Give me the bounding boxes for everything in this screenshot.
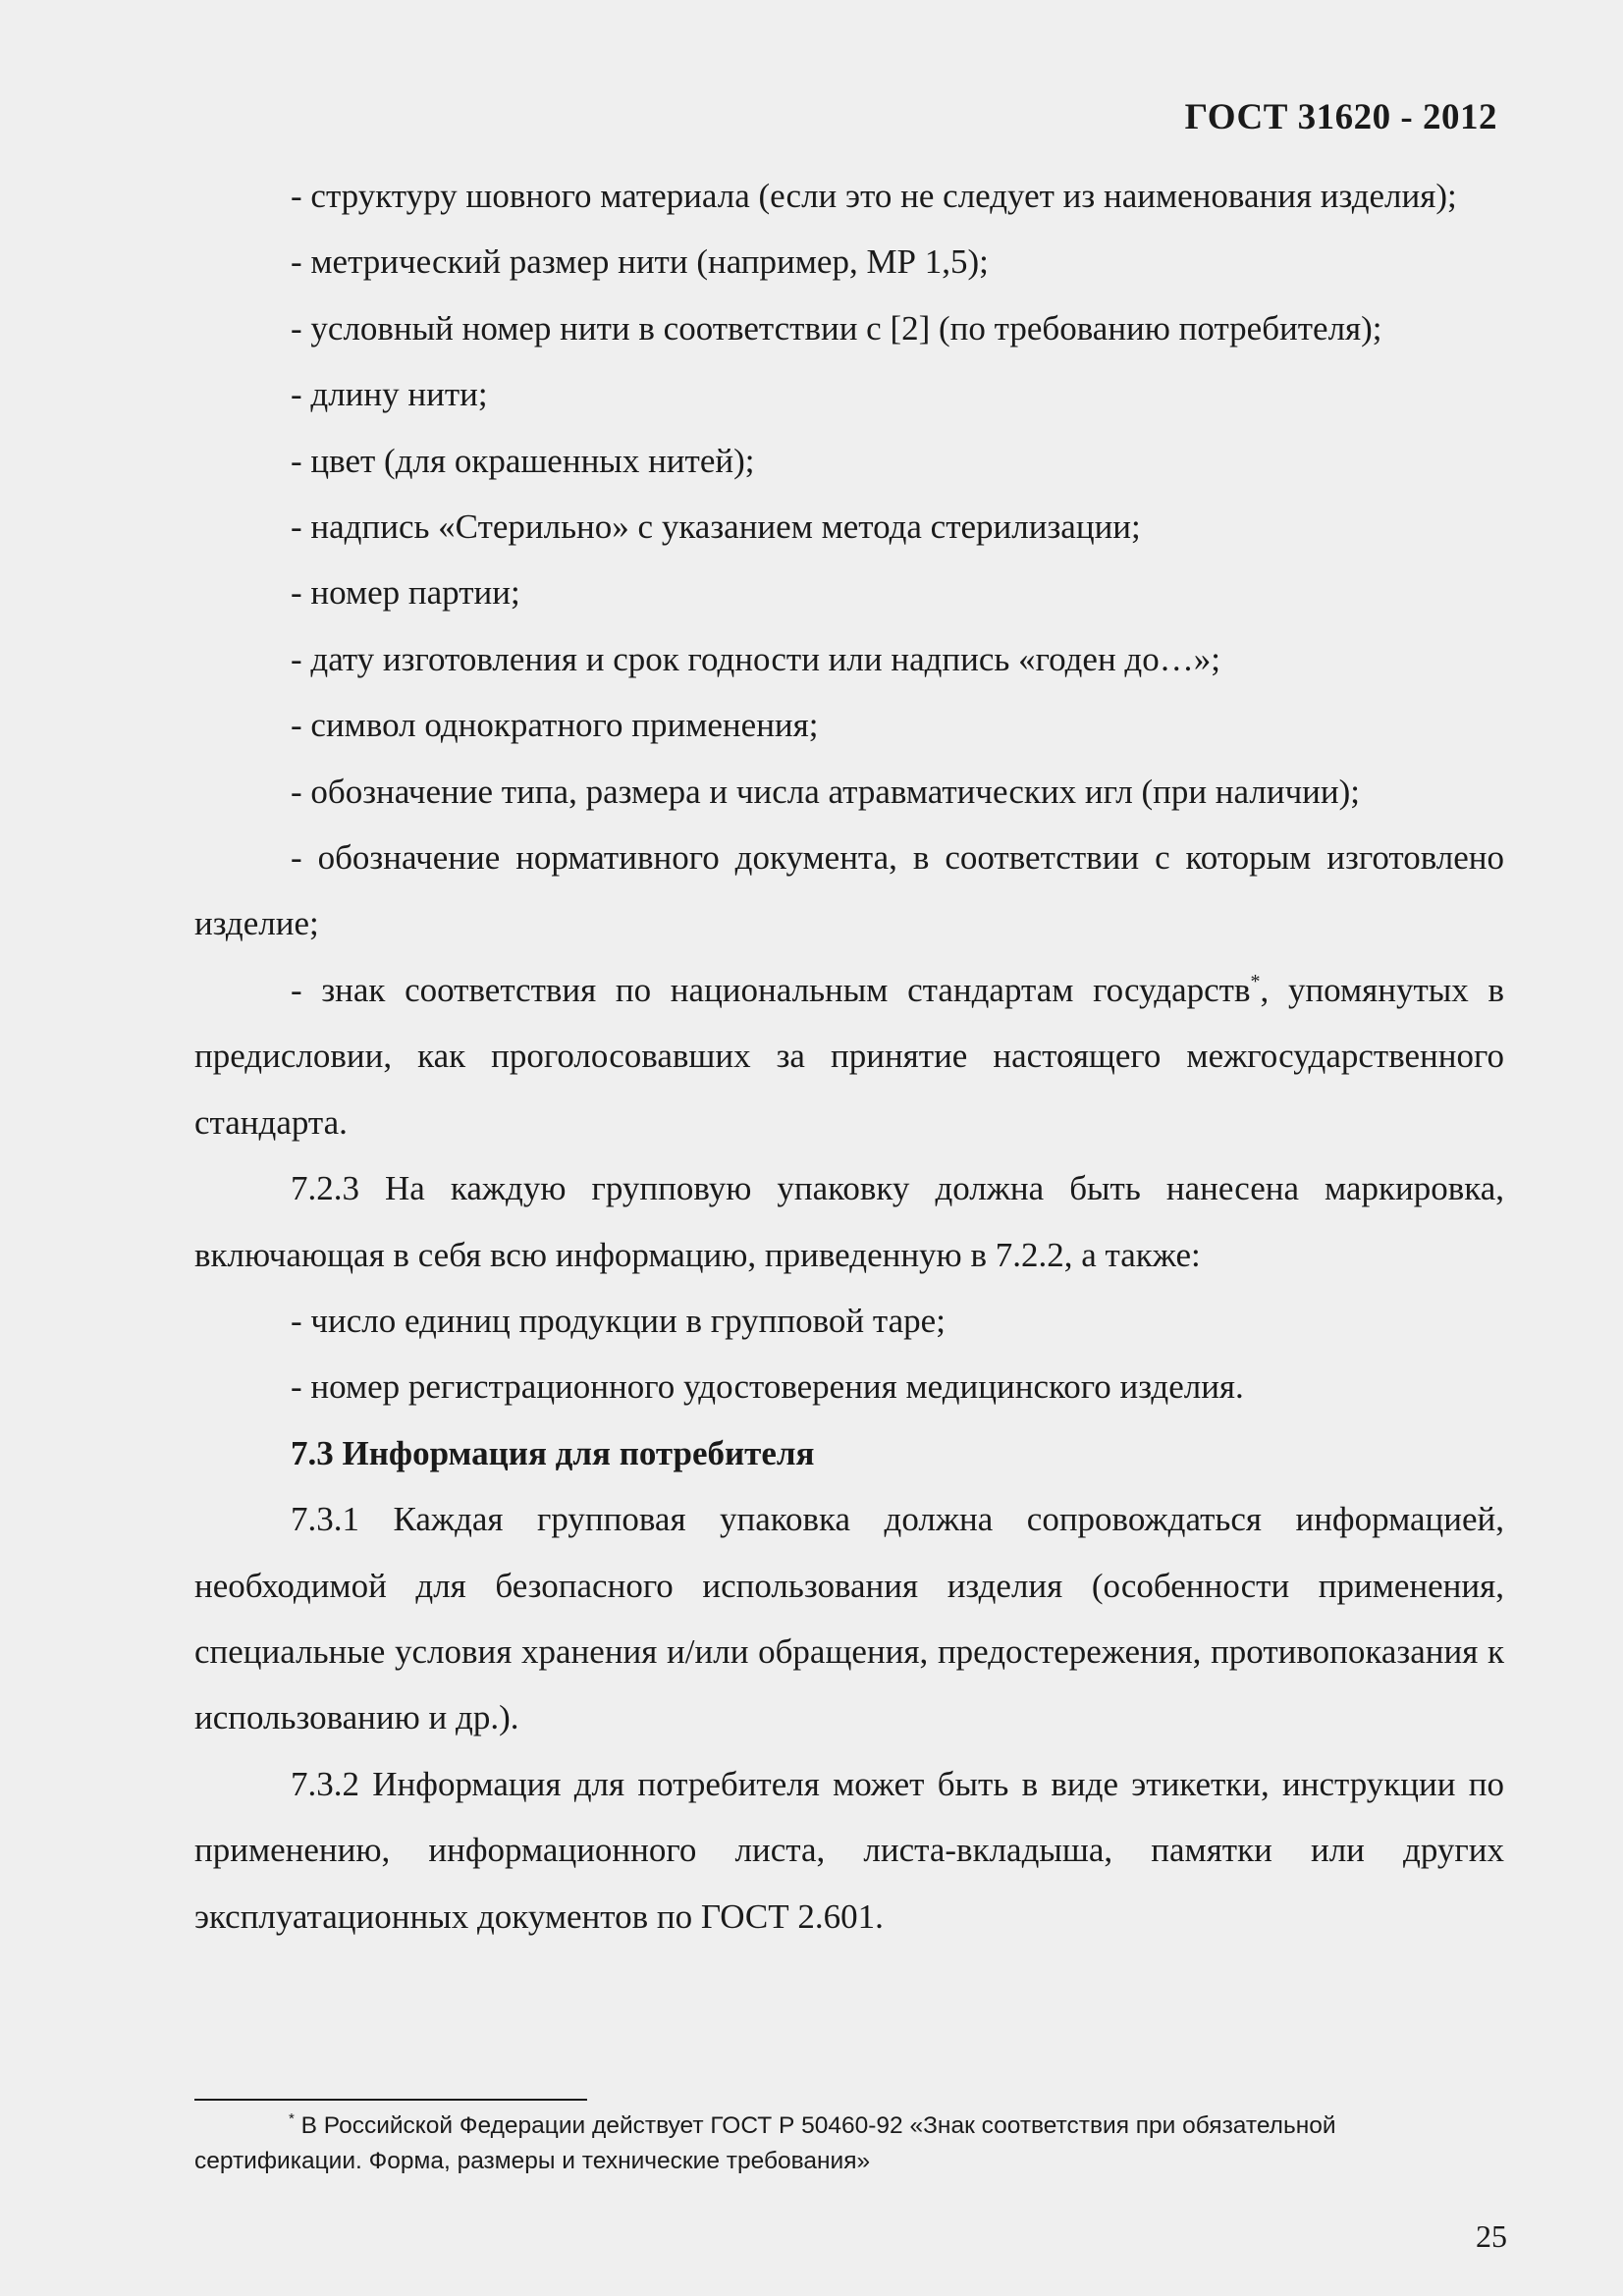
footnote-mark: * [289, 2110, 295, 2127]
footnote-reference-mark: * [1250, 970, 1261, 992]
list-item: - цвет (для окрашенных нитей); [291, 441, 755, 480]
page-number: 25 [1476, 2218, 1507, 2254]
list-item: - обозначение типа, размера и числа атравматических игл (при наличии); [291, 772, 1361, 811]
clause-7-2-3: 7.2.3 На каждую групповую упаковку должна быть нанесена маркировка, включающая в себя всю информацию, приведенную в 7.2.2, а также: [194, 1169, 1504, 1274]
clause-7-3-1: 7.3.1 Каждая групповая упаковка должна сопровождаться информацией, необходимой для безопасного использования изделия (особенности применения, специальные условия хранения и/или обращения, предостережения, противопоказания к использованию и др.). [194, 1500, 1504, 1737]
footnote-text: В Российской Федерации действует ГОСТ Р 50460-92 «Знак соответствия при обязательной [294, 2112, 1336, 2139]
list-item: - номер регистрационного удостоверения медицинского изделия. [291, 1367, 1244, 1407]
footnote [194, 2109, 1504, 2179]
conformity-sign-text: - знак соответствия по национальным стандартам государств [291, 970, 1251, 1009]
list-item: - число единиц продукции в групповой таре; [291, 1301, 946, 1340]
list-item: - длину нити; [291, 375, 488, 414]
list-item: - номер партии; [291, 573, 520, 613]
page-header-title: ГОСТ 31620 - 2012 [1184, 97, 1497, 137]
list-item-conformity-sign [194, 957, 1504, 1155]
footnote-divider [194, 2099, 587, 2101]
list-item: - метрический размер нити (например, МР 1,5); [291, 242, 989, 282]
footnote-line [194, 2109, 1504, 2144]
footnote-line: сертификации. Форма, размеры и технические требования» [194, 2148, 871, 2174]
body-text [194, 163, 1504, 1949]
list-item: - надпись «Стерильно» с указанием метода стерилизации; [291, 507, 1141, 547]
list-item: - дату изготовления и срок годности или надпись «годен до…»; [291, 639, 1220, 678]
clause-7-3-2: 7.3.2 Информация для потребителя может быть в виде этикетки, инструкции по применению, информационного листа, листа-вкладыша, памятки или других эксплуатационных документов по ГОСТ 2.601. [194, 1764, 1504, 1936]
section-heading: 7.3 Информация для потребителя [291, 1433, 815, 1472]
list-item: - структуру шовного материала (если это не следует из наименования изделия); [291, 177, 1457, 215]
list-item: - обозначение нормативного документа, в соответствии с которым изготовлено изделие; [194, 838, 1504, 943]
list-item: - символ однократного применения; [291, 706, 819, 745]
list-item: - условный номер нити в соответствии с [2] (по требованию потребителя); [291, 308, 1382, 347]
conformity-sign-text-cont: , упомянутых в предисловии, как проголосовавших за принятие настоящего межгосударственного стандарта. [194, 970, 1504, 1142]
